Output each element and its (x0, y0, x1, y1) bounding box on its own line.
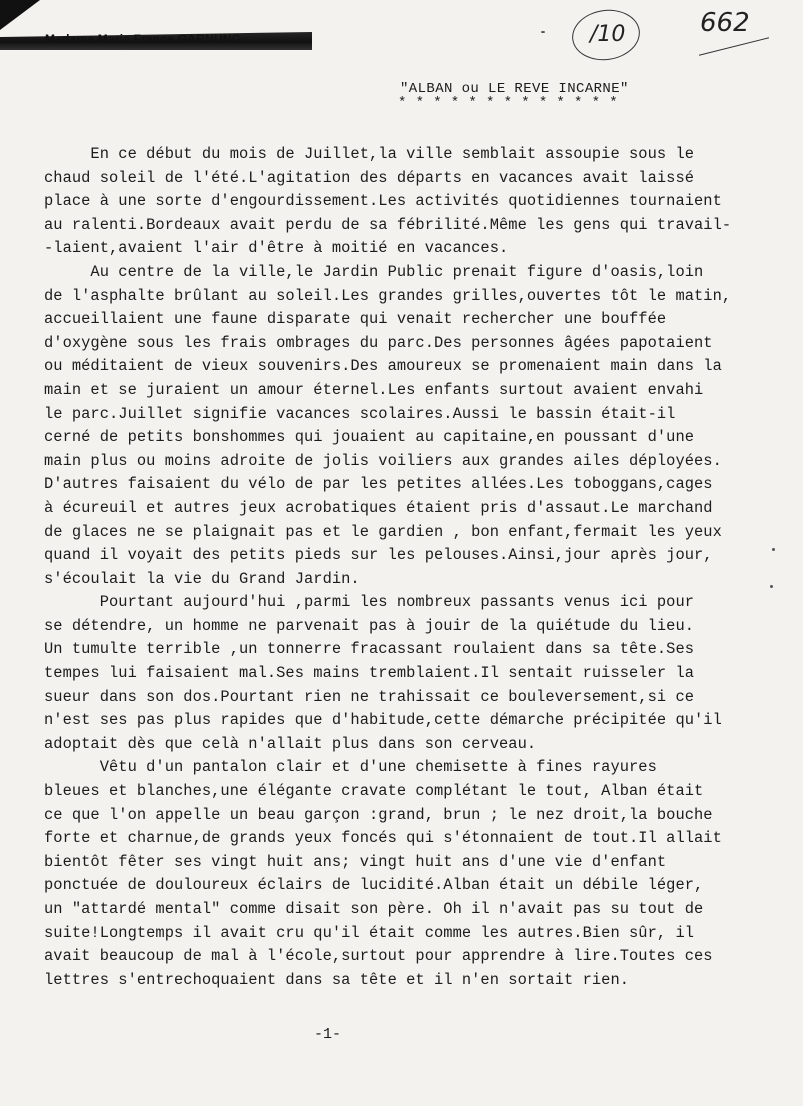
text-line: main plus ou moins adroite de jolis voiliers aux grandes ailes déployées. (44, 451, 722, 470)
text-line: tempes lui faisaient mal.Ses mains tremblaient.Il sentait ruisseler la (44, 664, 695, 683)
text-line: En ce début du mois de Juillet,la ville semblait assoupie sous le (44, 145, 695, 163)
story-body (44, 143, 784, 992)
text-line: chaud soleil de l'été.L'agitation des départs en vacances avait laissé (44, 168, 695, 187)
title-ornament: * * * * * * * * * * * * * (398, 95, 619, 111)
text-line: main et se juraient un amour éternel.Les enfants surtout avaient envahi (44, 380, 704, 399)
text-line: se détendre, un homme ne parvenait pas à jouir de la quiétude du lieu. (44, 616, 695, 635)
text-line: Vêtu d'un pantalon clair et d'une chemisette à fines rayures (44, 758, 657, 777)
text-line: un "attardé mental" comme disait son père. Oh il n'avait pas su tout de (44, 900, 704, 918)
page-number: -1- (314, 1026, 342, 1043)
text-line: suite!Longtemps il avait cru qu'il était comme les autres.Bien sûr, il (44, 923, 695, 942)
scan-corner-mark (0, 0, 40, 30)
text-line: place à une sorte d'engourdissement.Les activités quotidiennes tournaient (44, 192, 722, 211)
text-line: Au centre de la ville,le Jardin Public prenait figure d'oasis,loin (44, 262, 704, 281)
text-line: à écureuil et autres jeux acrobatiques étaient pris d'assaut.Le marchand (44, 498, 713, 517)
text-line: ou méditaient de vieux souvenirs.Des amoureux se promenaient main dans la (44, 357, 722, 376)
text-line: ce que l'on appelle un beau garçon :grand, brun ; le nez droit,la bouche (44, 805, 713, 824)
text-line: le parc.Juillet signifie vacances scolaires.Aussi le bassin était-il (44, 404, 676, 423)
paragraph (44, 261, 784, 591)
text-line: quand il voyait des petits pieds sur les pelouses.Ainsi,jour après jour, (44, 546, 713, 565)
handwritten-reference: /10 (590, 22, 626, 47)
text-line: adoptait dès que celà n'allait plus dans son cerveau. (44, 734, 537, 753)
text-line: au ralenti.Bordeaux avait perdu de sa fébrilité.Même les gens qui travail- (44, 215, 732, 234)
text-line: n'est ses pas plus rapides que d'habitude,cette démarche précipitée qu'il (44, 711, 722, 730)
text-line: D'autres faisaient du vélo de par les petites allées.Les toboggans,cages (44, 475, 713, 494)
text-line: cerné de petits bonshommes qui jouaient au capitaine,en poussant d'une (44, 428, 695, 447)
author-name: Madame Marie France GARNUNG (45, 32, 242, 46)
handwritten-page-count: 662 (700, 8, 750, 38)
text-line: lettres s'entrechoquaient dans sa tête et il n'en sortait rien. (44, 970, 630, 989)
text-line: d'oxygène sous les frais ombrages du parc.Des personnes âgées papotaient (44, 333, 713, 352)
handwritten-underline (699, 37, 769, 55)
text-line: s'écoulait la vie du Grand Jardin. (44, 569, 360, 588)
text-line: forte et charnue,de grands yeux foncés qui s'étonnaient de tout.Il allait (44, 829, 722, 848)
text-line: accueillaient une faune disparate qui venait rechercher une bouffée (44, 310, 667, 329)
scan-speck (541, 31, 545, 33)
text-line: bleues et blanches,une élégante cravate complétant le tout, Alban était (44, 782, 704, 801)
paragraph (44, 756, 784, 992)
text-line: Pourtant aujourd'hui ,parmi les nombreux passants venus ici pour (44, 593, 695, 612)
text-line: avait beaucoup de mal à l'école,surtout pour apprendre à lire.Toutes ces (44, 947, 713, 966)
text-line: Un tumulte terrible ,un tonnerre fracassant roulaient dans sa tête.Ses (44, 640, 695, 659)
text-line: sueur dans son dos.Pourtant rien ne trahissait ce bouleversement,si ce (44, 687, 695, 706)
text-line: -laient,avaient l'air d'être à moitié en vacances. (44, 239, 509, 258)
paragraph (44, 143, 784, 261)
text-line: bientôt fêter ses vingt huit ans; vingt huit ans d'une vie d'enfant (44, 852, 667, 871)
text-line: ponctuée de douloureux éclairs de lucidité.Alban était un débile léger, (44, 876, 704, 895)
text-line: de glaces ne se plaignait pas et le gardien , bon enfant,fermait les yeux (44, 522, 722, 541)
paragraph (44, 591, 784, 756)
story-title: "ALBAN ou LE REVE INCARNE" (400, 81, 629, 97)
text-line: de l'asphalte brûlant au soleil.Les grandes grilles,ouvertes tôt le matin, (44, 286, 732, 305)
